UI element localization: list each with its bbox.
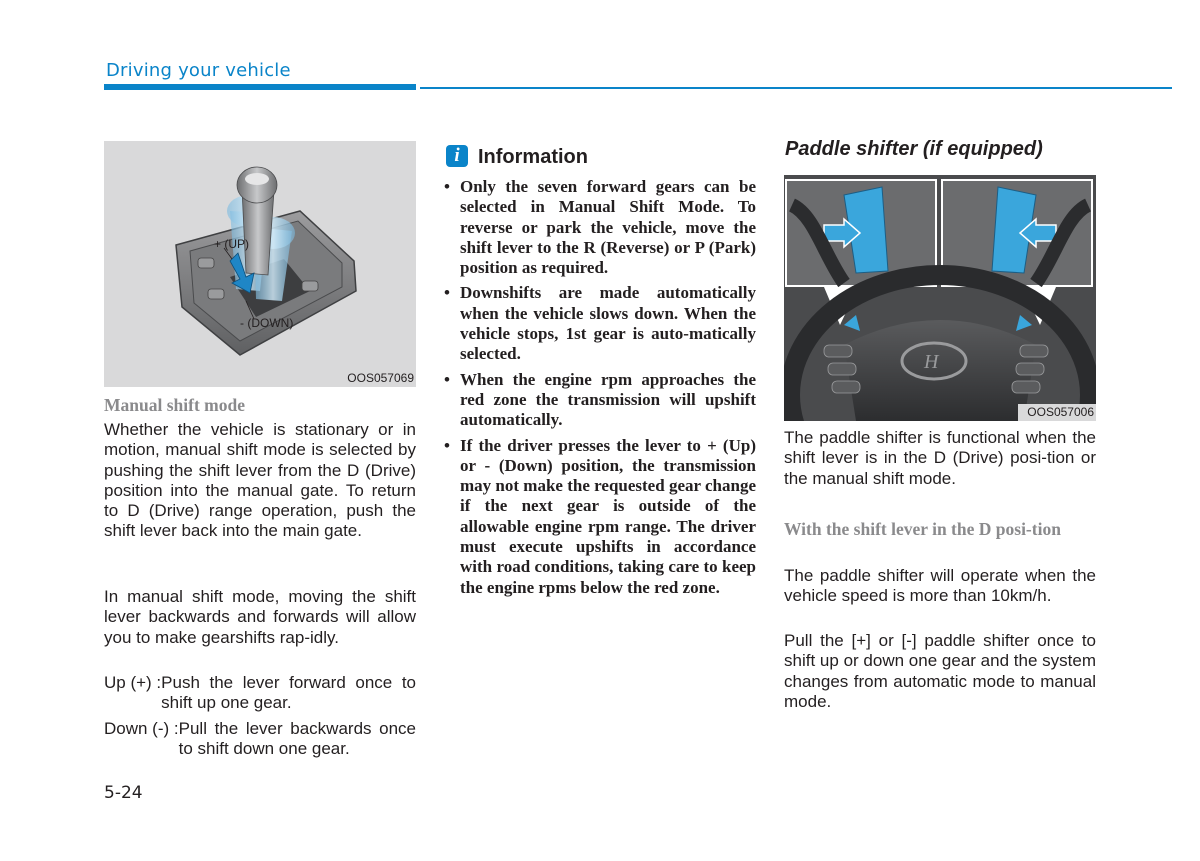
up-term: Up (+) : — [104, 673, 162, 692]
header-rule-thin — [420, 87, 1172, 89]
paddle-para3: Pull the [+] or [-] paddle shifter once to shift up or down one gear and the system changes from automatic mode to manual mode. — [784, 631, 1096, 711]
paddle-illustration — [784, 175, 1096, 421]
page-number: 5-24 — [104, 783, 143, 803]
figure-code: OOS057069 — [347, 371, 414, 385]
label-up: + (UP) — [214, 237, 250, 251]
header-rule-thick — [104, 84, 416, 90]
figure-code: OOS057006 — [1027, 405, 1094, 419]
manual-shift-para1: Whether the vehicle is stationary or in motion, manual shift mode is selected by pushing the shift lever from the D (Drive) position into the manual gate. To return to D (Drive) range operation, push the shift lever back into the main gate. — [104, 420, 416, 541]
manual-shift-para2: In manual shift mode, moving the shift lever backwards and forwards will allow you to make gearshifts rap-idly. — [104, 587, 416, 647]
section-title: Driving your vehicle — [106, 60, 291, 81]
info-bullet-list — [444, 177, 756, 603]
manual-shift-heading: Manual shift mode — [104, 395, 245, 415]
paddle-para1: The paddle shifter is functional when the shift lever is in the D (Drive) posi-tion or the manual shift mode. — [784, 428, 1096, 488]
info-bullet: • When the engine rpm approaches the red zone the transmission will upshift automatically. — [444, 370, 756, 431]
down-definition — [104, 719, 416, 760]
info-icon: i — [446, 145, 468, 167]
up-desc: Push the lever forward once to shift up one gear. — [161, 673, 416, 713]
paddle-para2: The paddle shifter will operate when the vehicle speed is more than 10km/h. — [784, 566, 1096, 606]
down-term: Down (-) : — [104, 719, 179, 738]
svg-text:H: H — [924, 351, 939, 373]
shift-lever-figure — [104, 141, 416, 387]
paddle-subheading: With the shift lever in the D posi-tion — [784, 519, 1061, 539]
info-bullet: • Downshifts are made automatically when the vehicle slows down. When the vehicle stops, 1st gear is auto-matically selected. — [444, 283, 756, 364]
paddle-shifter-figure — [784, 175, 1096, 421]
info-bullet: • Only the seven forward gears can be selected in Manual Shift Mode. To reverse or park the vehicle, move the shift lever to the R (Reverse) or P (Park) position as required. — [444, 177, 756, 278]
down-desc: Pull the lever backwards once to shift down one gear. — [178, 719, 416, 759]
up-definition — [104, 673, 416, 714]
paddle-shifter-title: Paddle shifter (if equipped) — [785, 138, 1043, 160]
label-down: - (DOWN) — [240, 316, 294, 330]
info-title: Information — [478, 146, 588, 168]
shift-lever-illustration — [104, 141, 416, 387]
info-bullet: • If the driver presses the lever to + (Up) or - (Down) position, the transmission may not make the requested gear change if the next gear is outside of the allowable engine rpm range. The driver must execute upshifts in accordance with road conditions, taking care to keep the engine rpms below the red zone. — [444, 436, 756, 598]
